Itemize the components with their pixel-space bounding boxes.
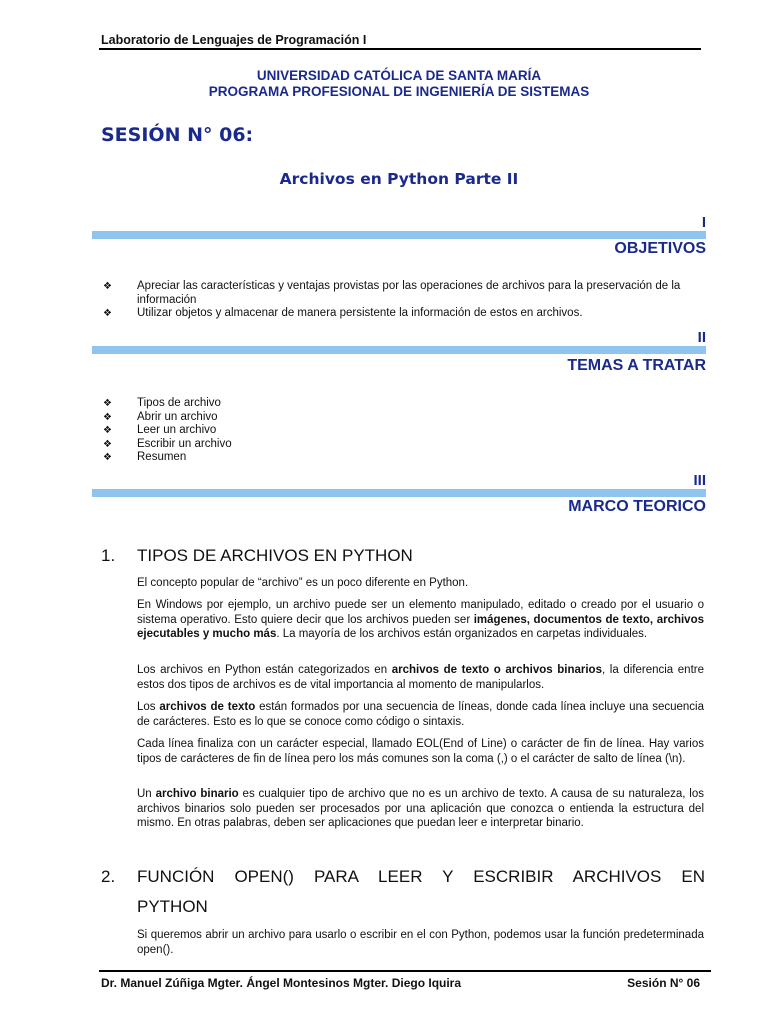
paragraph: Los archivos de texto están formados por una secuencia de líneas, donde cada línea incluye una secuencia de carácteres. Esto es lo que se conoce como código o sintaxis.	[137, 701, 704, 728]
topics-list	[103, 397, 705, 465]
section-bar	[92, 231, 706, 239]
university-name: UNIVERSIDAD CATÓLICA DE SANTA MARÍA	[256, 68, 542, 83]
course-header: Laboratorio de Lenguajes de Programación I	[101, 33, 367, 47]
section-number-objetivos: I	[701, 214, 706, 231]
list-item: ❖ Leer un archivo	[103, 424, 217, 436]
footer-authors: Dr. Manuel Zúñiga Mgter. Ángel Montesinos Mgter. Diego Iquira	[101, 976, 462, 990]
section-bar	[92, 489, 706, 497]
diamond-bullet-icon: ❖	[103, 398, 112, 409]
diamond-bullet-icon: ❖	[103, 425, 112, 436]
paragraph: Cada línea finaliza con un carácter especial, llamado EOL(End of Line) o carácter de fin de línea. Hay varios tipos de carácteres de fin de línea pero los más comunes son la coma (,) o el carácter de salto de línea (\n).	[137, 738, 704, 765]
header-divider	[99, 48, 701, 50]
heading-funcion-open: 2. FUNCIÓN OPEN() PARA LEER Y ESCRIBIR ARCHIVOS EN PYTHON	[101, 867, 705, 916]
list-item: ❖ Utilizar objetos y almacenar de manera persistente la información de estos en archivos.	[103, 307, 583, 319]
section-title-marco: MARCO TEORICO	[568, 498, 706, 515]
section-number-temas: II	[697, 329, 706, 346]
diamond-bullet-icon: ❖	[103, 411, 112, 423]
diamond-bullet-icon: ❖	[103, 281, 112, 292]
section-title-temas: TEMAS A TRATAR	[567, 357, 706, 374]
session-label: SESIÓN N° 06:	[101, 124, 254, 146]
heading-tipos-archivos: 1. TIPOS DE ARCHIVOS EN PYTHON	[101, 546, 413, 565]
list-item: ❖ Resumen	[103, 451, 187, 463]
section-number-marco: III	[693, 472, 706, 489]
footer-divider	[99, 970, 711, 972]
objectives-list	[103, 280, 705, 321]
section-bar	[92, 346, 706, 354]
paragraph: En Windows por ejemplo, un archivo puede ser un elemento manipulado, editado o creado por el usuario o sistema operativo. Esto quiere decir que los archivos pueden ser imágenes, documentos de texto, archivos ejecutables y mucho más. La mayoría de los archivos están organizados en carpetas individuales.	[137, 599, 704, 640]
session-title: Archivos en Python Parte II	[279, 170, 519, 188]
paragraph: Si queremos abrir un archivo para usarlo o escribir en el con Python, podemos usar la función predeterminada open().	[137, 929, 704, 956]
diamond-bullet-icon: ❖	[103, 308, 112, 319]
diamond-bullet-icon: ❖	[103, 438, 112, 450]
program-name: PROGRAMA PROFESIONAL DE INGENIERÍA DE SISTEMAS	[208, 84, 590, 99]
diamond-bullet-icon: ❖	[103, 452, 112, 463]
paragraph: Un archivo binario es cualquier tipo de archivo que no es un archivo de texto. A causa de su naturaleza, los archivos binarios solo pueden ser procesados por una aplicación que conozca o entienda la estructura del mismo. En otras palabras, deben ser aplicaciones que puedan leer e interpretar binario.	[137, 788, 705, 829]
list-item: ❖ Tipos de archivo	[103, 397, 221, 409]
section-title-objetivos: OBJETIVOS	[614, 240, 706, 257]
footer-session: Sesión N° 06	[627, 976, 700, 990]
list-item: ❖ Apreciar las características y ventajas provistas por las operaciones de archivos para la preservación de la información	[103, 280, 681, 306]
paragraph: Los archivos en Python están categorizados en archivos de texto o archivos binarios, la diferencia entre estos dos tipos de archivos es de vital importancia al momento de manipularlos.	[137, 664, 704, 691]
list-item: ❖ Escribir un archivo	[103, 437, 232, 450]
list-item: ❖ Abrir un archivo	[103, 410, 218, 423]
paragraph: El concepto popular de “archivo” es un poco diferente en Python.	[137, 577, 469, 589]
